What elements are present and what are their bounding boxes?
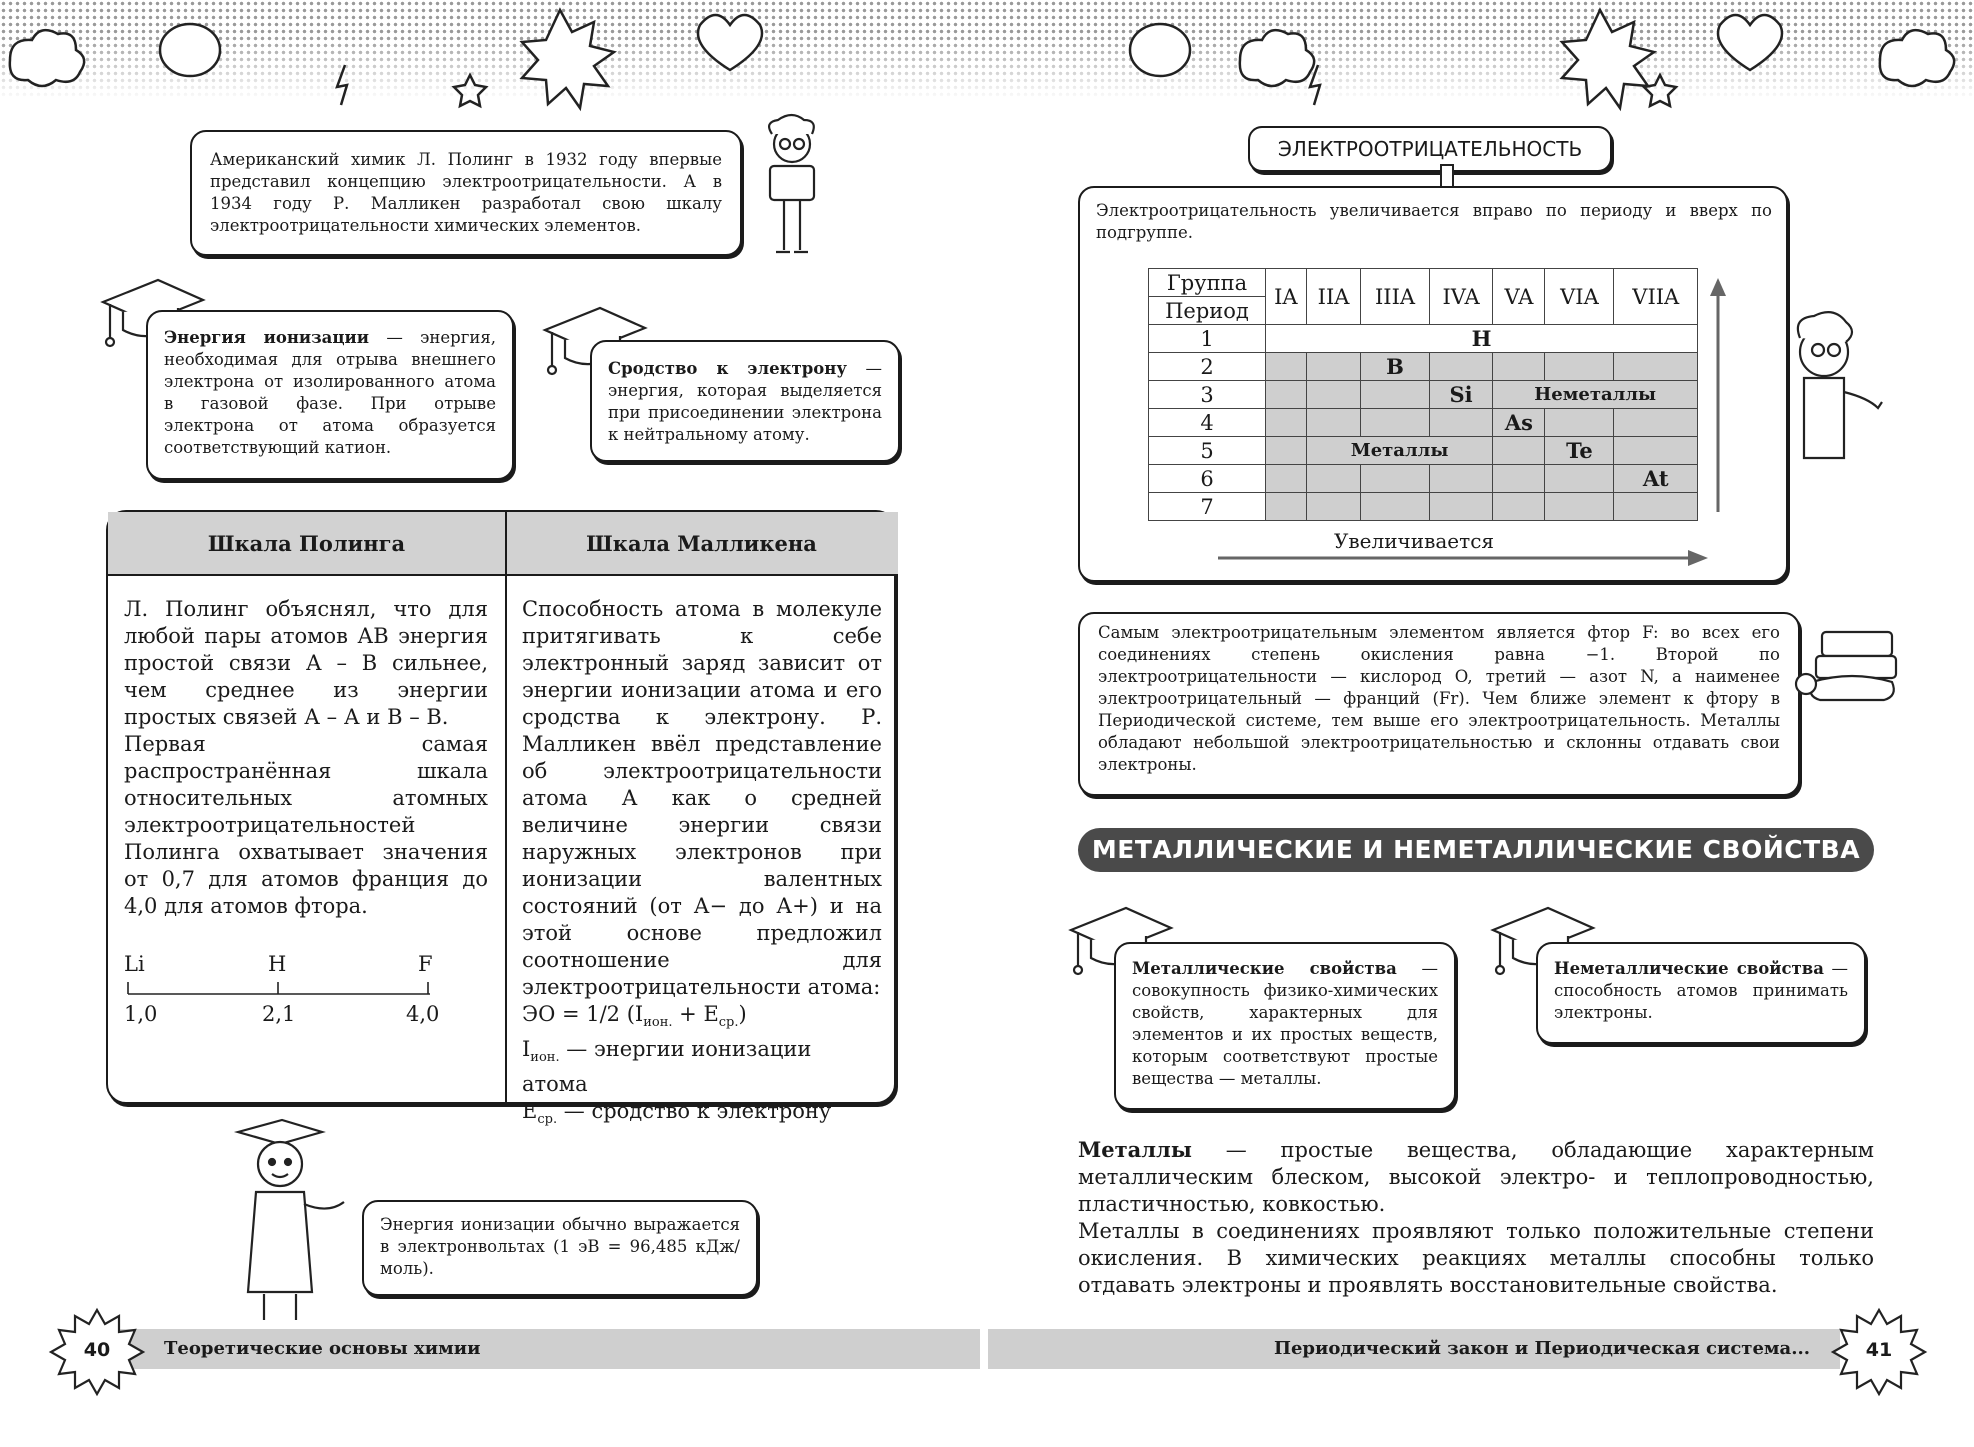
cloud-icon <box>10 30 84 86</box>
increase-label: Увеличивается <box>1333 529 1495 553</box>
increase-up-arrow <box>1706 274 1730 514</box>
group-via: VIA <box>1545 269 1614 325</box>
student-mascot-icon <box>220 1118 350 1328</box>
ionization-term: Энергия ионизации <box>164 328 370 347</box>
scale-value-h: 2,1 <box>262 1002 296 1026</box>
nonmetallic-text: — способность атомов принимать электроны. <box>1554 959 1848 1022</box>
scale-symbol-li: Li <box>124 952 145 976</box>
intro-note-text: Американский химик Л. Полинг в 1932 году впервые представил концепцию электроотрицательности. А в 1934 году Р. Малликен разработал свою шкалу электроотрицательности химических элементов. <box>210 150 722 235</box>
periodic-table-trend <box>1148 268 1698 521</box>
period-label-cell: Период <box>1149 297 1266 325</box>
decorative-doodles <box>0 0 1974 110</box>
group-label-cell: Группа <box>1149 269 1266 297</box>
cloud-icon <box>1880 30 1954 86</box>
turtle-books-icon <box>1792 624 1912 714</box>
heart-icon <box>1718 15 1782 70</box>
scale-symbol-f: F <box>418 952 433 976</box>
metals-paragraph-2: Металлы в соединениях проявляют только положительные степени окисления. В химических реакциях металлы способны только отдавать электроны и проявлять восстановительные свойства. <box>1078 1219 1874 1297</box>
pauling-paragraph-1: Л. Полинг объяснял, что для любой пары атомов АВ энергия простой связи А – В сильнее, чем среднее из энергии простых связей А – А и В – В. <box>124 597 488 729</box>
period-7: 7 <box>1149 493 1266 521</box>
element-si: Si <box>1429 381 1493 409</box>
affinity-text: — энергия, которая выделяется при присоединении электрона к нейтральному атому. <box>608 359 882 444</box>
electron-affinity-definition <box>590 340 900 462</box>
mulliken-scale-description <box>522 596 882 1134</box>
left-footer-band <box>100 1329 980 1369</box>
mulliken-scale-header: Шкала Малликена <box>586 531 817 556</box>
period-2: 2 <box>1149 353 1266 381</box>
pauling-mulliken-intro-note <box>190 130 742 256</box>
star-icon <box>1644 75 1676 106</box>
scales-divider <box>505 512 507 1106</box>
metallic-properties-heading: МЕТАЛЛИЧЕСКИЕ И НЕМЕТАЛЛИЧЕСКИЕ СВОЙСТВА <box>1078 828 1874 872</box>
element-h: H <box>1266 325 1698 353</box>
nonmetallic-term: Неметаллические свойства <box>1554 959 1824 978</box>
professor-reading-icon <box>752 118 832 268</box>
left-page-number: 40 <box>83 1339 111 1361</box>
electronegativity-trend-text: Электроотрицательность увеличивается вправо по периоду и вверх по подгруппе. <box>1096 201 1772 242</box>
metals-paragraph-1: Металлы — простые вещества, обладающие характерным металлическим блеском, высокой электро- и теплопроводностью, пластичностью, ковкостью. <box>1078 1137 1874 1216</box>
star-icon <box>454 75 486 106</box>
professor-pointing-icon <box>1790 312 1886 472</box>
metals-description <box>1078 1136 1874 1299</box>
ionization-text: — энергия, необходимая для отрыва внешнего электрона от изолированного атома в газовой фазе. При отрыве электрона от атома образуется соответствующий катион. <box>164 328 496 457</box>
heart-icon <box>698 15 762 70</box>
burst-icon <box>522 10 614 108</box>
group-iia: IIA <box>1306 269 1361 325</box>
group-iva: IVA <box>1429 269 1493 325</box>
group-va: VA <box>1493 269 1545 325</box>
period-5: 5 <box>1149 437 1266 465</box>
ev-note-text: Энергия ионизации обычно выражается в электронвольтах (1 эВ = 96,485 кДж/моль). <box>380 1215 740 1278</box>
period-3: 3 <box>1149 381 1266 409</box>
element-at: At <box>1614 465 1698 493</box>
scale-value-li: 1,0 <box>124 1002 158 1026</box>
electronegativity-heading: ЭЛЕКТРООТРИЦАТЕЛЬНОСТЬ <box>1248 126 1612 172</box>
scales-comparison-box <box>106 510 896 1128</box>
scale-axis <box>124 978 444 998</box>
element-te: Te <box>1545 437 1614 465</box>
right-footer-band <box>988 1329 1840 1369</box>
scale-symbol-h: H <box>268 952 287 976</box>
formula-legend-ionization: $I_{ион.}$ — энергии ионизации атома <box>522 1037 812 1097</box>
mulliken-formula: ЭО = 1/2 $(I_{ион.} + E_{ср.})$ <box>522 1002 747 1031</box>
group-ia: IA <box>1266 269 1307 325</box>
fluorine-note-text: Самым электроотрицательным элементом является фтор F: во всех его соединениях степень окисления равна −1. Второй по электроотрицательности — кислород O, третий — азот N, а наименее электроотрицательный — франций (Fr). Чем ближе элемент к фтору в Периодической системе, тем выше его электроотрицательность. Металлы обладают небольшой электроотрицательностью и склонны отдавать свои электроны. <box>1098 623 1780 774</box>
affinity-term: Сродство к электрону <box>608 359 847 378</box>
element-as: As <box>1493 409 1545 437</box>
right-page-number: 41 <box>1865 1339 1893 1361</box>
ev-conversion-note <box>362 1200 758 1296</box>
pauling-scale-description <box>124 596 488 920</box>
group-iiia: IIIA <box>1361 269 1429 325</box>
metallic-text: — совокупность физико-химических свойств, характерных для элементов и их простых веществ, которым соответствуют простые вещества — металлы. <box>1132 959 1438 1088</box>
blob-icon <box>160 24 220 76</box>
pauling-scale-line <box>124 952 464 1032</box>
right-footer-title: Периодический закон и Периодическая система... <box>1273 1338 1810 1359</box>
group-viia: VIIA <box>1614 269 1698 325</box>
mulliken-paragraph: Способность атома в молекуле притягивать к себе электронный заряд зависит от энергии ионизации атома и его сродства к электрону. Р. Малликен ввёл представление об электроотрицательности атома А как о средней величине энергии связи наружных электронов при ионизации валентных состояний (от А− до А+) и на этой основе предложил соотношение для электроотрицательности атома: <box>522 597 882 999</box>
fluorine-electronegativity-note <box>1078 612 1800 796</box>
pauling-scale-header: Шкала Полинга <box>207 531 406 556</box>
period-6: 6 <box>1149 465 1266 493</box>
blob-icon <box>1130 24 1190 76</box>
formula-legend-affinity: $E_{ср.}$ — сродство к электрону <box>522 1099 832 1128</box>
element-b: B <box>1361 353 1429 381</box>
lightning-icon <box>337 65 347 105</box>
ionization-energy-definition <box>146 310 514 480</box>
period-4: 4 <box>1149 409 1266 437</box>
nonmetals-label: Неметаллы <box>1493 381 1698 409</box>
period-1: 1 <box>1149 325 1266 353</box>
cloud-icon <box>1240 30 1314 86</box>
electronegativity-table-box <box>1078 186 1788 582</box>
metals-label: Металлы <box>1306 437 1493 465</box>
metallic-term: Металлические свойства <box>1132 959 1397 978</box>
pauling-paragraph-2: Первая самая распространённая шкала относительных атомных электроотрицательностей Полинга охватывает значения от 0,7 для атомов франция до 4,0 для атомов фтора. <box>124 732 488 918</box>
burst-icon <box>1562 10 1654 108</box>
nonmetallic-properties-definition <box>1536 942 1866 1044</box>
metallic-properties-definition <box>1114 942 1456 1110</box>
scale-value-f: 4,0 <box>406 1002 440 1026</box>
left-footer-title: Теоретические основы химии <box>164 1338 481 1359</box>
